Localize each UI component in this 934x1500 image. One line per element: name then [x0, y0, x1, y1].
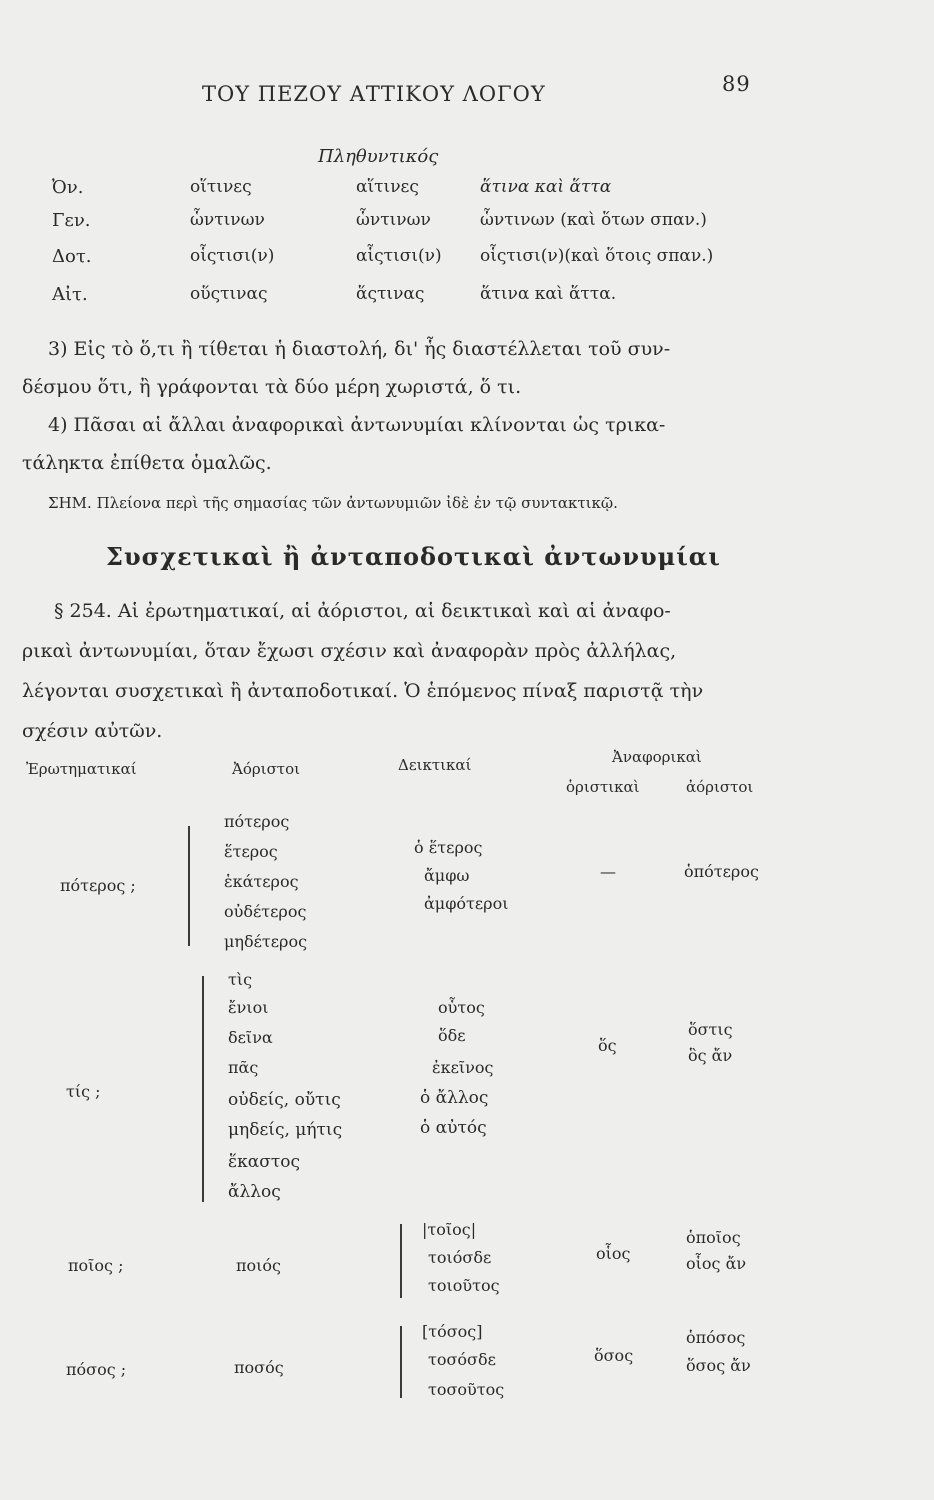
demonstrative-cell: [τόσος] [422, 1322, 483, 1341]
demonstrative-cell: τοιοῦτος [428, 1276, 500, 1295]
relative-definite-cell: — [600, 862, 616, 881]
indefinite-cell: ἄλλος [228, 1182, 281, 1202]
plural-heading: Πληθυντικός [318, 146, 439, 167]
relative-definite-cell: ὅσος [594, 1346, 634, 1365]
indefinite-cell: πότερος [224, 812, 290, 831]
note-4-line-2: τάληκτα ἐπίθετα ὁμαλῶς. [22, 452, 272, 474]
case-label: Γεν. [52, 210, 91, 231]
indefinite-cell: ἕτερος [224, 842, 278, 861]
demonstrative-cell: οὗτος [438, 998, 485, 1017]
indefinite-cell: ἔνιοι [228, 998, 269, 1017]
demonstrative-cell: τοσοῦτος [428, 1380, 505, 1399]
header-demonstrative: Δεικτικαί [398, 756, 472, 774]
relative-indefinite-cell: ὅσος ἄν [686, 1356, 751, 1375]
neuter-form: ἅτινα καὶ ἅττα [480, 177, 612, 197]
demonstrative-cell: |τοῖος| [422, 1220, 477, 1239]
note-3-line-1: 3) Εἰς τὸ ὅ,τι ἢ τίθεται ἡ διαστολή, δι' ἧς διαστέλλεται τοῦ συν- [48, 338, 671, 360]
masculine-form: οἵτινες [190, 177, 252, 197]
note-3-line-2: δέσμου ὅτι, ἢ γράφονται τὰ δύο μέρη χωριστά, ὅ τι. [22, 376, 522, 398]
shm-note: ΣΗΜ. Πλείονα περὶ τῆς σημασίας τῶν ἀντωνυμιῶν ἰδὲ ἐν τῷ συντακτικῷ. [48, 494, 618, 512]
relative-indefinite-cell: ὁπόσος [686, 1328, 746, 1347]
case-label: Ὀν. [52, 177, 84, 198]
demonstrative-cell: ἐκεῖνος [432, 1058, 494, 1077]
interrogative-cell: τίς ; [66, 1082, 101, 1101]
feminine-form: ὧντινων [356, 210, 431, 230]
indefinite-cell: ἕκαστος [228, 1152, 300, 1172]
indefinite-cell: ἑκάτερος [224, 872, 299, 891]
indefinite-cell: ποσός [234, 1358, 284, 1377]
indefinite-cell: οὐδείς, οὔτις [228, 1090, 341, 1110]
header-interrogative: Ἐρωτηματικαί [26, 760, 137, 778]
masculine-form: ὧντινων [190, 210, 265, 230]
interrogative-cell: πότερος ; [60, 876, 136, 895]
header-relative-definite: ὁριστικαὶ [566, 778, 640, 796]
brace [202, 976, 204, 1202]
neuter-form: ἅτινα καὶ ἅττα. [480, 284, 617, 304]
masculine-form: οὕςτινας [190, 284, 268, 304]
indefinite-cell: μηδέτερος [224, 932, 308, 951]
interrogative-cell: ποῖος ; [68, 1256, 124, 1275]
demonstrative-cell: ἄμφω [424, 866, 470, 885]
masculine-form: οἷςτισι(ν) [190, 246, 275, 266]
demonstrative-cell: ὁ ἕτερος [414, 838, 483, 857]
feminine-form: ἅςτινας [356, 284, 425, 304]
demonstrative-cell: ὁ αὐτός [420, 1118, 487, 1138]
demonstrative-cell: ὅδε [438, 1026, 466, 1045]
note-4-line-1: 4) Πᾶσαι αἱ ἄλλαι ἀναφορικαὶ ἀντωνυμίαι κλίνονται ὡς τρικα- [48, 414, 666, 436]
page-number: 89 [722, 72, 751, 96]
indefinite-cell: ποιός [236, 1256, 282, 1275]
running-header: ΤΟΥ ΠΕΖΟΥ ΑΤΤΙΚΟΥ ΛΟΓΟΥ [202, 82, 546, 106]
section-title: Συσχετικαὶ ἢ ἀνταποδοτικαὶ ἀντωνυμίαι [106, 542, 721, 571]
header-indefinite: Ἀόριστοι [232, 760, 301, 778]
relative-definite-cell: ὅς [598, 1036, 617, 1055]
relative-indefinite-cell: ὅστις [688, 1020, 733, 1039]
neuter-form: ὧντινων (καὶ ὅτων σπαν.) [480, 210, 707, 230]
feminine-form: αἷςτισι(ν) [356, 246, 442, 266]
demonstrative-cell: τοσόσδε [428, 1350, 496, 1369]
header-relative-indefinite: ἀόριστοι [686, 778, 754, 796]
indefinite-cell: δεῖνα [228, 1028, 273, 1047]
demonstrative-cell: ὁ ἄλλος [420, 1088, 489, 1108]
brace [188, 826, 190, 946]
relative-indefinite-cell: ὁπότερος [684, 862, 759, 881]
relative-definite-cell: οἷος [596, 1244, 631, 1263]
brace [400, 1224, 402, 1298]
feminine-form: αἵτινες [356, 177, 419, 197]
indefinite-cell: τὶς [228, 970, 253, 989]
neuter-form: οἷςτισι(ν)(καὶ ὅτοις σπαν.) [480, 246, 714, 266]
paragraph-line-3: λέγονται συσχετικαὶ ἢ ἀνταποδοτικαί. Ὁ ἑπόμενος πίναξ παριστᾷ τὴν [22, 680, 704, 702]
paragraph-line-1: § 254. Αἱ ἐρωτηματικαί, αἱ ἀόριστοι, αἱ δεικτικαὶ καὶ αἱ ἀναφο- [54, 600, 671, 622]
brace [400, 1326, 402, 1398]
demonstrative-cell: τοιόσδε [428, 1248, 492, 1267]
indefinite-cell: οὐδέτερος [224, 902, 307, 921]
paragraph-line-2: ρικαὶ ἀντωνυμίαι, ὅταν ἔχωσι σχέσιν καὶ ἀναφορὰν πρὸς ἀλλήλας, [22, 640, 677, 662]
interrogative-cell: πόσος ; [66, 1360, 127, 1379]
case-label: Αἰτ. [52, 284, 88, 305]
header-relative: Ἀναφορικαὶ [612, 748, 702, 766]
relative-indefinite-cell: ὁποῖος [686, 1228, 741, 1247]
relative-indefinite-cell: ὃς ἄν [688, 1046, 733, 1065]
relative-indefinite-cell: οἷος ἄν [686, 1254, 747, 1273]
case-label: Δοτ. [52, 246, 92, 267]
demonstrative-cell: ἀμφότεροι [424, 894, 509, 913]
indefinite-cell: μηδείς, μήτις [228, 1120, 343, 1140]
paragraph-line-4: σχέσιν αὐτῶν. [22, 720, 163, 742]
indefinite-cell: πᾶς [228, 1058, 259, 1077]
